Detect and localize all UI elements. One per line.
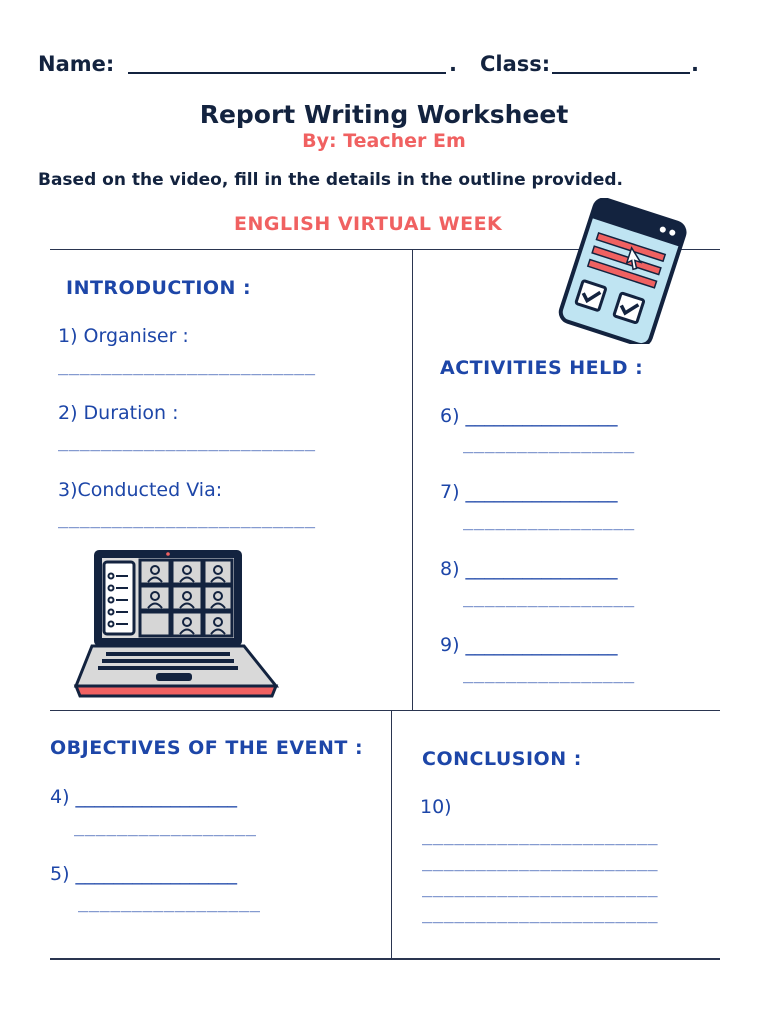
objective-4-line[interactable]: 4) _________________ [50, 786, 238, 808]
name-end: . [449, 52, 457, 76]
video-call-laptop-icon [72, 546, 282, 702]
class-blank[interactable] [552, 72, 690, 74]
activity-7-line[interactable]: 7) ________________ [440, 481, 618, 503]
objective-4-continuation[interactable]: _________________ [74, 817, 257, 837]
byline: By: Teacher Em [302, 130, 466, 152]
page-title: Report Writing Worksheet [199, 100, 569, 129]
activity-8-line[interactable]: 8) ________________ [440, 558, 618, 580]
activity-8-continuation[interactable]: ________________ [463, 588, 635, 608]
upper-divider [412, 249, 413, 710]
activity-9-line[interactable]: 9) ________________ [440, 634, 618, 656]
duration-answer-line[interactable]: ________________________ [58, 432, 316, 452]
conducted-via-answer-line[interactable]: ________________________ [58, 509, 316, 529]
objectives-heading: OBJECTIVES OF THE EVENT : [50, 737, 364, 759]
activity-6-continuation[interactable]: ________________ [463, 434, 635, 454]
activities-heading: ACTIVITIES HELD : [440, 357, 644, 379]
duration-label: 2) Duration : [58, 402, 179, 424]
instruction-text: Based on the video, fill in the details in the outline provided. [38, 170, 623, 190]
activity-7-continuation[interactable]: ________________ [463, 511, 635, 531]
introduction-heading: INTRODUCTION : [66, 277, 252, 299]
conclusion-heading: CONCLUSION : [422, 748, 582, 770]
name-blank[interactable] [128, 72, 446, 74]
organiser-label: 1) Organiser : [58, 325, 189, 347]
event-title: ENGLISH VIRTUAL WEEK [234, 213, 503, 235]
class-label: Class: [480, 52, 551, 76]
name-label: Name: [38, 52, 115, 76]
conclusion-number: 10) [420, 796, 452, 818]
conclusion-line-4[interactable]: ______________________ [422, 904, 659, 924]
conducted-via-label: 3)Conducted Via: [58, 479, 223, 501]
conclusion-line-1[interactable]: ______________________ [422, 826, 659, 846]
class-end: . [691, 52, 699, 76]
middle-rule [50, 710, 720, 711]
conclusion-line-3[interactable]: ______________________ [422, 878, 659, 898]
checklist-form-icon [552, 198, 692, 344]
activity-6-line[interactable]: 6) ________________ [440, 405, 618, 427]
objective-5-continuation[interactable]: _________________ [78, 893, 261, 913]
organiser-answer-line[interactable]: ________________________ [58, 356, 316, 376]
activity-9-continuation[interactable]: ________________ [463, 664, 635, 684]
bottom-rule [50, 958, 720, 960]
conclusion-line-2[interactable]: ______________________ [422, 852, 659, 872]
objective-5-line[interactable]: 5) _________________ [50, 863, 238, 885]
lower-divider [391, 710, 392, 958]
